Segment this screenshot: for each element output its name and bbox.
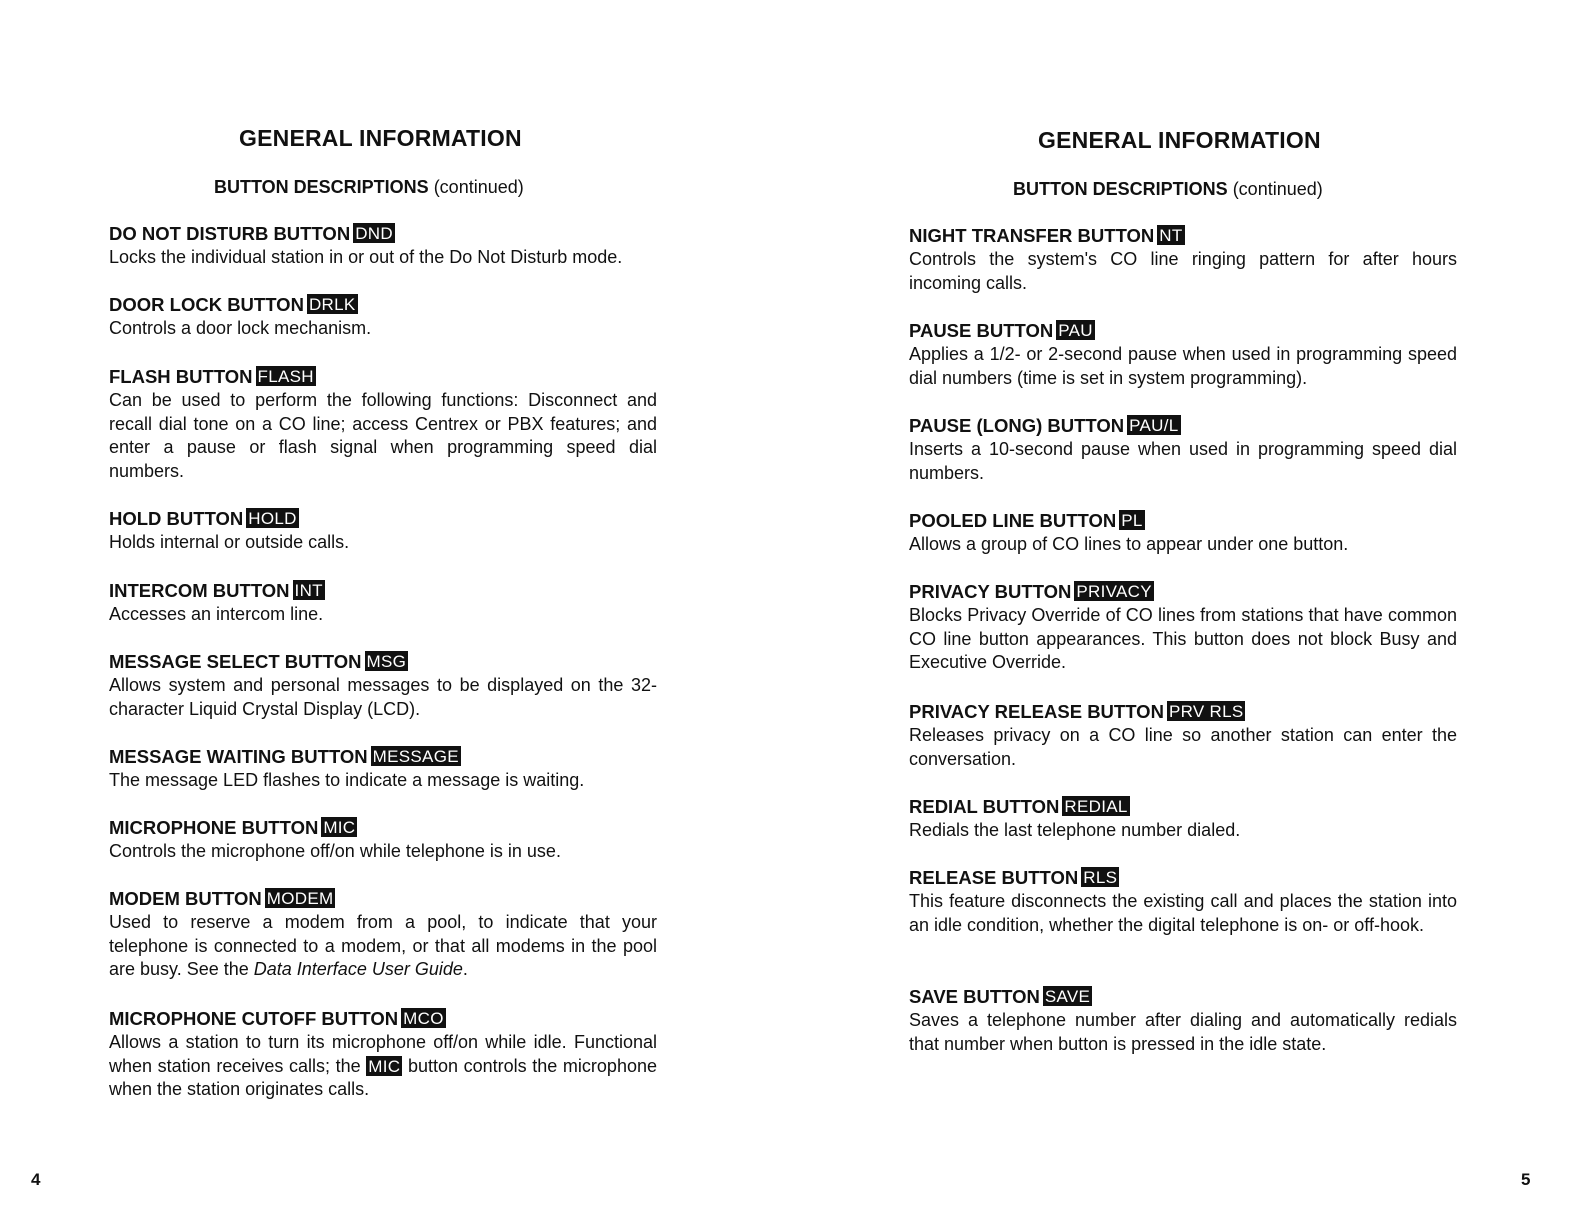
heading-text: SAVE BUTTON (909, 986, 1040, 1007)
entry-description: Locks the individual station in or out of the Do Not Disturb mode. (109, 247, 623, 267)
heading-text: HOLD BUTTON (109, 508, 244, 529)
entry-door-lock (109, 293, 657, 341)
heading-text: POOLED LINE BUTTON (909, 510, 1117, 531)
key-label-save: SAVE (1044, 987, 1091, 1006)
key-label-msg: MSG (366, 652, 407, 671)
heading-text: DOOR LOCK BUTTON (109, 294, 304, 315)
entry-pause-long (909, 414, 1457, 485)
entry-description: Inserts a 10-second pause when used in programming speed dial numbers. (909, 439, 1457, 483)
entry-message-select (109, 650, 657, 721)
heading-text: PAUSE (LONG) BUTTON (909, 415, 1125, 436)
entry-description: Blocks Privacy Override of CO lines from stations that have common CO line button appearances. This button does not block Busy and Executive Override. (909, 605, 1457, 672)
key-label-prv-rls: PRV RLS (1168, 702, 1244, 721)
subtitle-bold: BUTTON DESCRIPTIONS (1013, 179, 1228, 199)
key-label-pau-l: PAU/L (1129, 416, 1179, 435)
entry-description: Applies a 1/2- or 2-second pause when used in programming speed dial numbers (time is set in system programming). (909, 344, 1457, 388)
entry-heading (109, 887, 657, 911)
entry-heading (909, 985, 1457, 1009)
entry-description (109, 1031, 657, 1102)
entry-message-waiting (109, 745, 657, 793)
entry-privacy-release (909, 700, 1457, 771)
entry-description: Controls the microphone off/on while telephone is in use. (109, 841, 561, 861)
page-number: 4 (31, 1170, 41, 1189)
key-label-flash: FLASH (257, 367, 314, 386)
entry-heading (909, 795, 1457, 819)
key-label-hold: HOLD (248, 509, 297, 528)
description-end: . (462, 959, 468, 979)
page-subtitle (214, 177, 524, 198)
entry-heading (109, 816, 657, 840)
entry-description: Redials the last telephone number dialed. (909, 820, 1241, 840)
entry-description: Holds internal or outside calls. (109, 532, 350, 552)
heading-text: DO NOT DISTURB BUTTON (109, 223, 351, 244)
heading-text: MESSAGE WAITING BUTTON (109, 746, 368, 767)
key-label-dnd: DND (355, 224, 393, 243)
entry-description: Controls the system's CO line ringing pattern for after hours incoming calls. (909, 249, 1457, 293)
entry-description: Controls a door lock mechanism. (109, 318, 372, 338)
entry-heading (909, 866, 1457, 890)
heading-text: PRIVACY RELEASE BUTTON (909, 701, 1164, 722)
description-text: Allows a station to turn its microphone off/on while idle. Functional when station receives calls; the (109, 1032, 657, 1076)
entry-heading (909, 319, 1457, 343)
key-label-drlk: DRLK (308, 295, 356, 314)
entry-description: Saves a telephone number after dialing and automatically redials that number when button is pressed in the idle state. (909, 1010, 1457, 1054)
entry-privacy (909, 580, 1457, 675)
heading-text: RELEASE BUTTON (909, 867, 1079, 888)
entry-heading (909, 224, 1457, 248)
entry-heading (909, 700, 1457, 724)
key-label-privacy: PRIVACY (1076, 582, 1152, 601)
page-title: GENERAL INFORMATION (239, 125, 522, 151)
heading-text: MODEM BUTTON (109, 888, 262, 909)
entry-description: This feature disconnects the existing call and places the station into an idle condition, whether the digital telephone is on- or off-hook. (909, 891, 1457, 935)
heading-text: MICROPHONE CUTOFF BUTTON (109, 1008, 399, 1029)
key-label-mco: MCO (403, 1009, 444, 1028)
heading-text: FLASH BUTTON (109, 366, 253, 387)
subtitle-rest: (continued) (1227, 179, 1323, 199)
entry-save (909, 985, 1457, 1056)
entry-heading (109, 365, 657, 389)
entry-microphone (109, 816, 657, 864)
heading-text: REDIAL BUTTON (909, 796, 1060, 817)
guide-reference: Data Interface User Guide (253, 959, 463, 979)
entry-pause (909, 319, 1457, 390)
right-page (792, 0, 1583, 1215)
entry-heading (109, 222, 657, 246)
entry-heading (109, 650, 657, 674)
key-label-nt: NT (1159, 226, 1183, 245)
entry-description: The message LED flashes to indicate a message is waiting. (109, 770, 585, 790)
entry-microphone-cutoff (109, 1007, 657, 1102)
heading-text: INTERCOM BUTTON (109, 580, 290, 601)
entry-description: Accesses an intercom line. (109, 604, 324, 624)
page-number: 5 (1521, 1170, 1531, 1189)
description-end: button controls the microphone when the station originates calls. (109, 1055, 657, 1099)
heading-text: MESSAGE SELECT BUTTON (109, 651, 362, 672)
key-label-redial: REDIAL (1064, 797, 1128, 816)
description-text: Used to reserve a modem from a pool, to indicate that your telephone is connected to a modem, or that all modems in the pool are busy. See the (109, 912, 657, 979)
page-title: GENERAL INFORMATION (1038, 127, 1321, 153)
entry-description: Releases privacy on a CO line so another station can enter the conversation. (909, 725, 1457, 769)
entry-heading (109, 507, 657, 531)
key-label-pl: PL (1121, 511, 1143, 530)
entry-do-not-disturb (109, 222, 657, 270)
entry-heading (909, 580, 1457, 604)
subtitle-rest: (continued) (428, 177, 524, 197)
entry-heading (109, 1007, 657, 1031)
heading-text: NIGHT TRANSFER BUTTON (909, 225, 1155, 246)
entry-release (909, 866, 1457, 937)
entry-intercom (109, 579, 657, 627)
subtitle-bold: BUTTON DESCRIPTIONS (214, 177, 429, 197)
entry-heading (109, 293, 657, 317)
key-label-int: INT (294, 581, 323, 600)
heading-text: MICROPHONE BUTTON (109, 817, 319, 838)
key-label-rls: RLS (1083, 868, 1118, 887)
key-label-pau: PAU (1058, 321, 1093, 340)
heading-text: PRIVACY BUTTON (909, 581, 1072, 602)
key-label-modem: MODEM (266, 889, 334, 908)
entry-description (109, 911, 657, 982)
heading-text: PAUSE BUTTON (909, 320, 1054, 341)
entry-hold (109, 507, 657, 555)
entry-description: Allows system and personal messages to be displayed on the 32-character Liquid Crystal Display (LCD). (109, 675, 657, 719)
entry-heading (109, 745, 657, 769)
entry-redial (909, 795, 1457, 843)
entry-description: Can be used to perform the following functions: Disconnect and recall dial tone on a CO line; access Centrex or PBX features; and enter a pause or flash signal when programming speed dial numbers. (109, 390, 657, 481)
entry-pooled-line (909, 509, 1457, 557)
entry-heading (109, 579, 657, 603)
key-label-message: MESSAGE (372, 747, 459, 766)
key-label-mic-inline: MIC (368, 1056, 401, 1076)
key-label-mic: MIC (323, 818, 356, 837)
page-subtitle (1013, 179, 1323, 200)
entry-heading (909, 414, 1457, 438)
entry-night-transfer (909, 224, 1457, 295)
entry-description: Allows a group of CO lines to appear under one button. (909, 534, 1349, 554)
entry-heading (909, 509, 1457, 533)
entry-modem (109, 887, 657, 982)
entry-flash (109, 365, 657, 483)
